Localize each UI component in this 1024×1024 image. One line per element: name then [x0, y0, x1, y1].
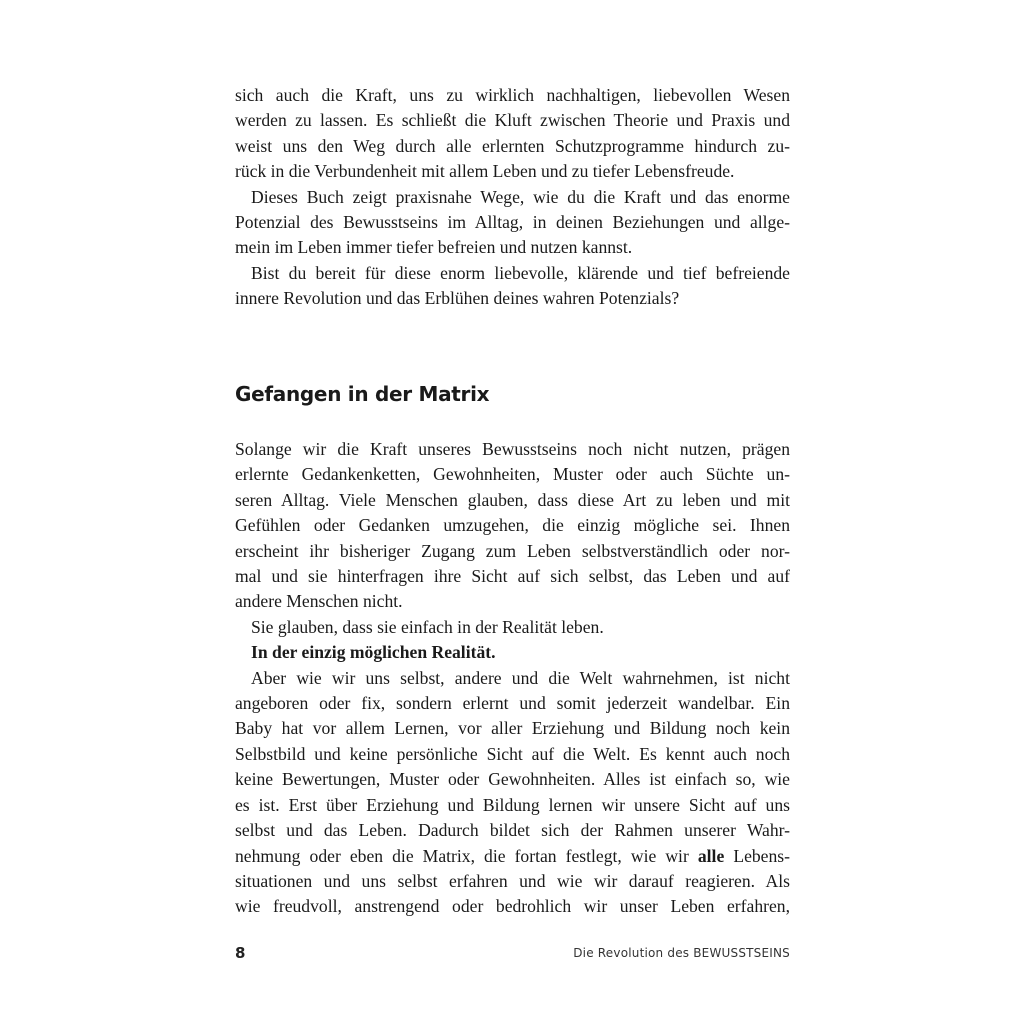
text-line: angeboren oder fix, sondern erlernt und somit jederzeit wandelbar. Ein [235, 693, 790, 714]
text-line: seren Alltag. Viele Menschen glauben, dass diese Art zu leben und mit [235, 489, 790, 510]
text-line: Solange wir die Kraft unseres Bewusstseins noch nicht nutzen, prägen [235, 439, 790, 459]
section-heading: Gefangen in der Matrix [235, 382, 490, 406]
text-segment: Lebens- [724, 845, 790, 866]
section-body [235, 437, 790, 920]
page-number: 8 [235, 944, 246, 962]
running-footer-title: Die Revolution des BEWUSSTSEINS [573, 946, 790, 960]
text-line: situationen und uns selbst erfahren und wie wir darauf reagieren. Als [235, 870, 790, 891]
text-line: wie freudvoll, anstrengend oder bedrohlich wir unser Leben erfahren, [235, 896, 790, 917]
text-line: erlernte Gedankenketten, Gewohnheiten, Muster oder auch Süchte un- [235, 464, 790, 485]
text-line: Bist du bereit für diese enorm liebevolle, klärende und tief befreiende [251, 262, 790, 283]
text-line: erscheint ihr bisheriger Zugang zum Leben selbstverständlich oder nor- [235, 540, 790, 561]
text-line: es ist. Erst über Erziehung und Bildung lernen wir unsere Sicht auf uns [235, 794, 790, 815]
text-line: Potenzial des Bewusstseins im Alltag, in deinen Beziehungen und allge- [235, 212, 790, 233]
text-line: weist uns den Weg durch alle erlernten Schutzprogramme hindurch zu- [235, 135, 790, 156]
text-line: sich auch die Kraft, uns zu wirklich nachhaltigen, liebevollen Wesen [235, 85, 790, 105]
text-line: innere Revolution und das Erblühen deines wahren Potenzials? [235, 288, 680, 309]
text-line: Aber wie wir uns selbst, andere und die Welt wahrnehmen, ist nicht [251, 667, 790, 688]
text-line: werden zu lassen. Es schließt die Kluft zwischen Theorie und Praxis und [235, 110, 790, 131]
bold-word: alle [697, 845, 725, 866]
intro-text [235, 83, 790, 312]
text-line: selbst und das Leben. Dadurch bildet sich der Rahmen unserer Wahr- [235, 820, 790, 841]
text-line: Gefühlen oder Gedanken umzugehen, die einzig mögliche sei. Ihnen [235, 515, 790, 536]
emphasis-line [235, 640, 790, 665]
bold-text: In der einzig möglichen Realität. [251, 642, 496, 663]
text-segment: nehmung oder eben die Matrix, die fortan festlegt, wie wir [235, 845, 689, 866]
text-line: andere Menschen nicht. [235, 591, 403, 612]
text-line: Selbstbild und keine persönliche Sicht auf die Welt. Es kennt auch noch [235, 743, 790, 764]
text-line: Sie glauben, dass sie einfach in der Realität leben. [251, 616, 604, 637]
text-line-with-bold [235, 844, 790, 869]
text-line: rück in die Verbundenheit mit allem Leben und zu tiefer Lebensfreude. [235, 161, 735, 182]
text-line: mal und sie hinterfragen ihre Sicht auf sich selbst, das Leben und auf [235, 566, 790, 587]
text-line: keine Bewertungen, Muster oder Gewohnheiten. Alles ist einfach so, wie [235, 769, 790, 790]
text-line: Dieses Buch zeigt praxisnahe Wege, wie du die Kraft und das enorme [251, 186, 790, 207]
text-line: mein im Leben immer tiefer befreien und nutzen kannst. [235, 237, 633, 258]
text-line: Baby hat vor allem Lernen, vor aller Erziehung und Bildung noch kein [235, 718, 790, 739]
